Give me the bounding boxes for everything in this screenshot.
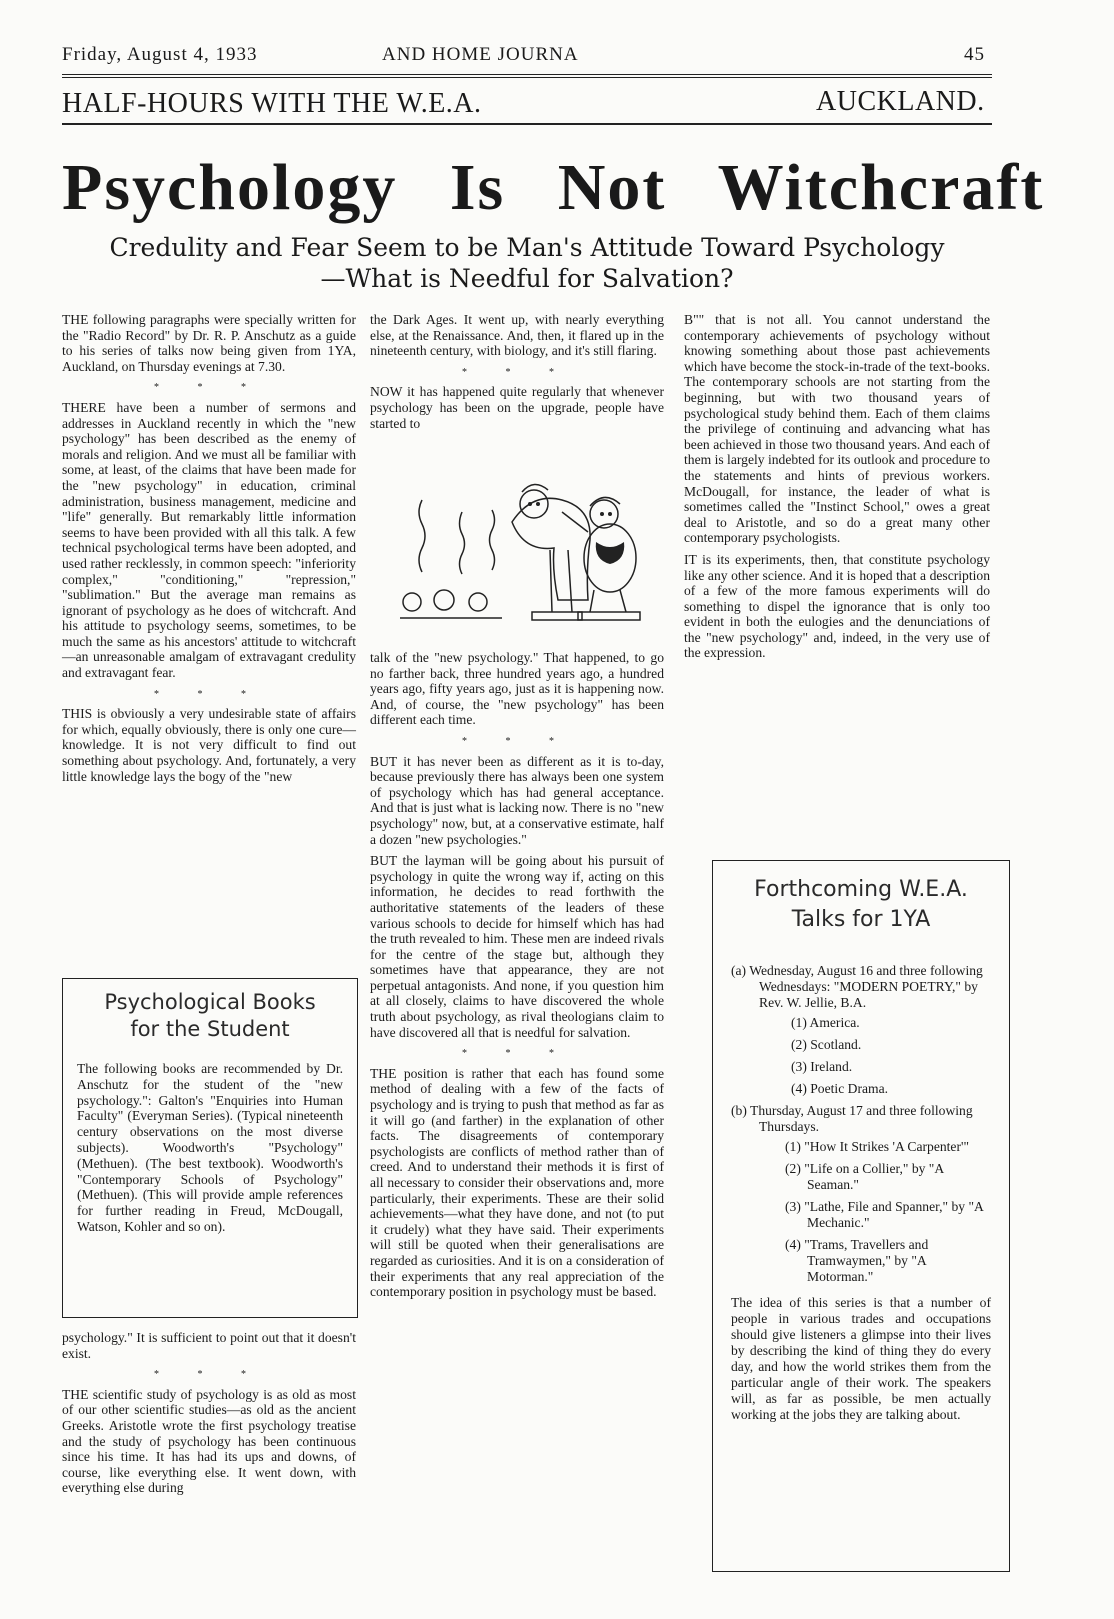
- section-title: HALF-HOURS WITH THE W.E.A.: [62, 88, 482, 119]
- talks-list: [731, 963, 991, 1423]
- subheadline: [62, 232, 992, 294]
- talks-box: [712, 860, 1010, 1572]
- section-rule: [62, 123, 992, 125]
- list-item: (3) "Lathe, File and Spanner," by "A Mechanic.": [785, 1199, 984, 1230]
- talks-box-title-line-2: Talks for 1YA: [791, 907, 931, 932]
- list-item: (2) "Life on a Collier," by "A Seaman.": [785, 1161, 944, 1192]
- list-item: (1) America.: [791, 1015, 860, 1030]
- separator: * * *: [462, 1048, 572, 1060]
- cartoon-illustration: [382, 462, 652, 624]
- paragraph: talk of the "new psychology." That happened, to go no farther back, three hundred years ago, a hundred years ago, fifty years ago, just as it is happening now. And, of course, the "new psychology" has been different each time.: [370, 650, 664, 728]
- paragraph: NOW it has happened quite regularly that whenever psychology has been on the upgrade, people have started to: [370, 384, 664, 431]
- article-column-3: [684, 312, 990, 667]
- separator: * * *: [154, 688, 264, 700]
- paragraph: THE scientific study of psychology is as old as most of our other scientific studies—as old as the ancient Greeks. Aristotle wrote the first psychology treatise and the study of psychology has been continuous since his time. It has had its ups and downs, of course, like everything else. It went down, with everything else during: [62, 1386, 356, 1496]
- list-item: (1) "How It Strikes 'A Carpenter'": [785, 1139, 969, 1154]
- list-item: (4) "Trams, Travellers and Tramwaymen," by "A Motorman.": [785, 1237, 929, 1284]
- paragraph: BUT it has never been as different as it is to-day, because previously there has always been one system of psychology which has had general acceptance. And that is just what is lacking now. There is no "new psychology" now, but, at a conservative estimate, half a dozen "new psychologies.": [370, 753, 664, 847]
- paragraph: THE position is rather that each has found some method of dealing with a few of the facts of psychology and is trying to push that method as far as it will go (and farther) in the explanation of other facts. The disagreements of contemporary psychologists are conflicts of method rather than of creed. And to understand their methods it is first of all necessary to consider their observations and, more particularly, their experiments. These are their solid achievements—what they have done, and not (to put it crudely) what they have said. Their experiments will still be quoted when their generalisations are regarded as curiosities. And it is on a consideration of their experiments that any real appreciation of the contemporary position in psychology must be based.: [370, 1065, 664, 1300]
- books-box-title: [77, 989, 343, 1043]
- article-column-2-top: [370, 312, 664, 437]
- separator: * * *: [154, 382, 264, 394]
- books-box-body: The following books are recommended by Dr. Anschutz for the student of the "new psychology.": Galton's "Enquiries into Human Faculty" (Everyman Series). (Typical nineteenth century observations on the most diverse subjects). Woodworth's "Psychology" (Methuen). (The best textbook). Woodworth's "Contemporary Schools of Psychology" (Methuen). (This will provide ample references for further reading in Freud, McDougall, Watson, Kohler and so on).: [77, 1061, 343, 1234]
- paragraph: THIS is obviously a very undesirable state of affairs for which, equally obviously, there is only one cure—knowledge. It is not very difficult to find out something about psychology. And, fortunately, a very little knowledge lays the bogy of the "new: [62, 706, 356, 784]
- series-label: (a): [731, 963, 747, 978]
- series-text: Wednesday, August 16 and three following Wednesdays: "MODERN POETRY," by Rev. W. Jellie, B.A.: [749, 963, 983, 1010]
- masthead-rule: [62, 74, 992, 75]
- list-item: (2) Scotland.: [791, 1037, 862, 1052]
- list-item: (3) Ireland.: [791, 1059, 853, 1074]
- issue-date: Friday, August 4, 1933: [62, 44, 258, 65]
- talks-box-title-line-1: Forthcoming W.E.A.: [754, 877, 968, 902]
- article-column-2-bottom: [370, 650, 664, 1306]
- paragraph: B"" that is not all. You cannot understand the contemporary achievements of psychology without knowing something about those past achievements which have become the stock-in-trade of the text-books. The contemporary schools are not starting from the beginning, but with two thousand years of psychological study behind them. Each of them claims the privilege of continuing and advancing what has been achieved in those two thousand years. And each of them is largely indebted for its outlook and procedure to the statements and hints of previous workers. McDougall, for instance, the leader of what is sometimes called the "Instinct School," owes a great deal to Aristotle, and so do a great many other contemporary psychologists.: [684, 312, 990, 546]
- talks-box-title: [731, 875, 991, 935]
- paragraph: BUT the layman will be going about his pursuit of psychology in quite the wrong way if, acting on this information, he decides to read forthwith the authoritative statements of the leaders of these various schools to decide for himself which has had the truth revealed to him. These men are indeed rivals for the centre of the stage but, although they sometimes have that appearance, they are not perpetual antagonists. And none, if you question him at all closely, claims to have discovered the whole truth about psychology, as rival theologians claim to have discovered all that is needful for salvation.: [370, 853, 664, 1040]
- paragraph: THERE have been a number of sermons and addresses in Auckland recently in which the "new psychology" has been described as the enemy of morals and religion. And we must all be familiar with some, at least, of the claims that have been made for the "new psychology" in education, criminal administration, business management, medicine and "life" generally. But remarkably little information seems to have been provided with all this talk. A few technical psychological terms have been adopted, and used rather recklessly, in common speech: "inferiority complex," "conditioning," "repression," "sublimation." But the average man remains as ignorant of psychology as he does of witchcraft. And his attitude to psychology seems, sometimes, to be much the same as his ancestors' attitude to witchcraft—an unreasonable amalgam of extravagant credulity and extravagant fear.: [62, 399, 356, 681]
- books-box-title-line-1: Psychological Books: [104, 990, 316, 1014]
- paragraph: psychology." It is sufficient to point out that it doesn't exist.: [62, 1330, 356, 1361]
- separator: * * *: [154, 1369, 264, 1381]
- list-item: (4) Poetic Drama.: [791, 1081, 889, 1096]
- series-a-items: [791, 1015, 991, 1097]
- page-number: 45: [964, 44, 985, 65]
- article-column-1-bottom: [62, 1330, 356, 1502]
- article-column-1: [62, 312, 356, 790]
- region-label: AUCKLAND.: [816, 86, 985, 117]
- series-label: (b): [731, 1103, 747, 1118]
- books-box-title-line-2: for the Student: [130, 1017, 290, 1041]
- headline: Psychology Is Not Witchcraft: [62, 151, 1045, 224]
- subheadline-line-1: Credulity and Fear Seem to be Man's Attitude Toward Psychology: [109, 233, 945, 262]
- masthead: [62, 44, 992, 70]
- paragraph: THE following paragraphs were specially written for the "Radio Record" by Dr. R. P. Anschutz as a guide to his series of talks now being given from 1YA, Auckland, on Thursday evenings at 7.30.: [62, 312, 356, 374]
- separator: * * *: [462, 735, 572, 747]
- talks-note: The idea of this series is that a number of people in various trades and occupations should give listeners a glimpse into their lives by describing the kind of thing they do every day, and how the world strikes them from the particular angle of their work. The speakers will, as far as possible, be men actually working at the jobs they are talking about.: [731, 1295, 991, 1422]
- masthead-rule-2: [62, 77, 992, 78]
- separator: * * *: [462, 366, 572, 378]
- talk-series-b: [731, 1103, 991, 1135]
- books-box: [62, 978, 358, 1318]
- paragraph: IT is its experiments, then, that constitute psychology like any other science. And it is hoped that a description of a few of the more famous experiments will do something to dispel the ignorance that is only too evident in both the eulogies and the denunciations of the "new psychology" and, indeed, in the very use of the expression.: [684, 551, 990, 661]
- paragraph: the Dark Ages. It went up, with nearly everything else, at the Renaissance. And, then, it flared up in the nineteenth century, with biology, and it's still flaring.: [370, 312, 664, 359]
- series-text: Thursday, August 17 and three following Thursdays.: [750, 1103, 973, 1134]
- journal-title: AND HOME JOURNA: [382, 44, 579, 65]
- talk-series-a: [731, 963, 991, 1011]
- subheadline-line-2: —What is Needful for Salvation?: [320, 264, 734, 293]
